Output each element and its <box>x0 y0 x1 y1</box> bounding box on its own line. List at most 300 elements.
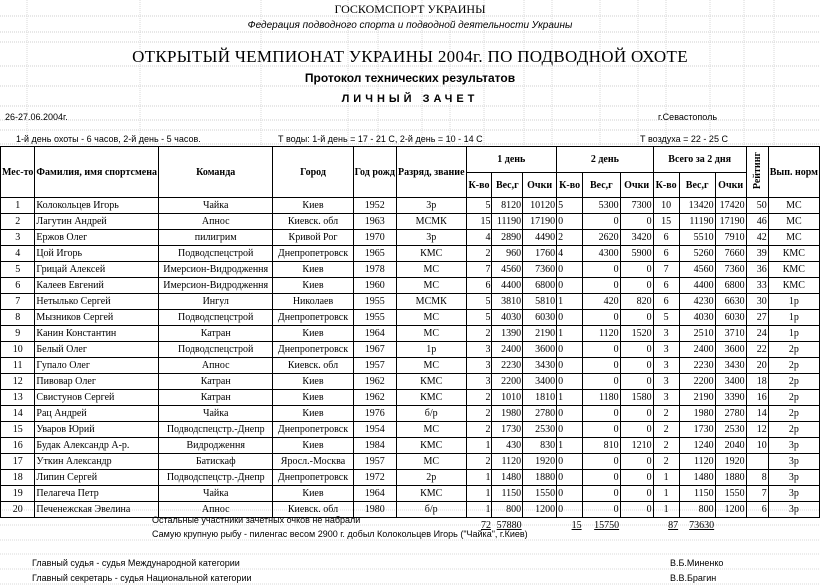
row-place: 13 <box>1 390 35 406</box>
row-rank: КМС <box>396 486 466 502</box>
row-rank: б/р <box>396 502 466 518</box>
row-day2-points: 0 <box>620 486 653 502</box>
row-name: Рац Андрей <box>35 406 159 422</box>
row-day1-count: 3 <box>466 374 492 390</box>
row-norm: 3р <box>768 502 819 518</box>
row-name: Пивовар Олег <box>35 374 159 390</box>
col-rank: Разряд, звание <box>396 147 466 198</box>
row-name: Мызников Сергей <box>35 310 159 326</box>
row-city: Днепропетровск <box>273 422 353 438</box>
row-total-weight: 2400 <box>679 342 715 358</box>
row-day2-points: 5900 <box>620 246 653 262</box>
row-rank: МС <box>396 454 466 470</box>
row-team: Подводспецстрой <box>158 310 272 326</box>
row-day1-weight: 4030 <box>492 310 523 326</box>
row-place: 6 <box>1 278 35 294</box>
row-total-count: 6 <box>653 246 679 262</box>
row-total-weight: 5260 <box>679 246 715 262</box>
row-city: Днепропетровск <box>273 310 353 326</box>
row-day1-weight: 8120 <box>492 198 523 214</box>
row-name: Нетылько Сергей <box>35 294 159 310</box>
row-day2-weight: 0 <box>583 486 621 502</box>
row-day1-count: 2 <box>466 326 492 342</box>
row-day2-points: 820 <box>620 294 653 310</box>
row-norm: 1р <box>768 294 819 310</box>
row-total-points: 2780 <box>715 406 746 422</box>
row-name: Грицай Алексей <box>35 262 159 278</box>
row-place: 15 <box>1 422 35 438</box>
row-total-count: 7 <box>653 262 679 278</box>
row-day2-count: 1 <box>557 326 583 342</box>
row-year: 1962 <box>353 390 396 406</box>
col-team: Команда <box>158 147 272 198</box>
row-day2-weight: 0 <box>583 310 621 326</box>
row-year: 1978 <box>353 262 396 278</box>
row-total-points: 1880 <box>715 470 746 486</box>
row-total-points: 1920 <box>715 454 746 470</box>
row-norm: КМС <box>768 278 819 294</box>
row-day2-count: 0 <box>557 358 583 374</box>
row-name: Белый Олег <box>35 342 159 358</box>
row-norm: 3р <box>768 486 819 502</box>
row-total-weight: 800 <box>679 502 715 518</box>
row-day1-points: 5810 <box>523 294 557 310</box>
table-row <box>1 198 820 214</box>
row-total-weight: 4030 <box>679 310 715 326</box>
row-city: Днепропетровск <box>273 246 353 262</box>
row-rating: 46 <box>746 214 768 230</box>
row-team: Катран <box>158 374 272 390</box>
row-team: Ингул <box>158 294 272 310</box>
row-year: 1957 <box>353 358 396 374</box>
row-norm: 2р <box>768 390 819 406</box>
row-city: Яросл.-Москва <box>273 454 353 470</box>
row-day2-count: 0 <box>557 454 583 470</box>
row-day2-count: 0 <box>557 278 583 294</box>
row-rating: 39 <box>746 246 768 262</box>
federation-title: Федерация подводного спорта и подводной деятельности Украины <box>247 20 573 31</box>
row-day1-weight: 2890 <box>492 230 523 246</box>
row-total-weight: 4560 <box>679 262 715 278</box>
row-rank: КМС <box>396 390 466 406</box>
page-subtitle: Протокол технических результатов <box>304 71 516 85</box>
row-day2-weight: 4300 <box>583 246 621 262</box>
row-day2-count: 0 <box>557 470 583 486</box>
row-city: Киев <box>273 198 353 214</box>
row-total-weight: 4230 <box>679 294 715 310</box>
row-rank: б/р <box>396 406 466 422</box>
col-city: Город <box>273 147 353 198</box>
row-city: Днепропетровск <box>273 470 353 486</box>
table-row <box>1 278 820 294</box>
col-day2-points: Очки <box>620 173 653 198</box>
row-day1-weight: 4560 <box>492 262 523 278</box>
row-day2-weight: 1120 <box>583 326 621 342</box>
col-day1: 1 день <box>466 147 557 173</box>
row-total-points: 6030 <box>715 310 746 326</box>
row-day2-weight: 0 <box>583 358 621 374</box>
row-norm: КМС <box>768 262 819 278</box>
row-total-count: 1 <box>653 470 679 486</box>
row-team: Апнос <box>158 358 272 374</box>
row-city: Киев <box>273 406 353 422</box>
row-name: Печенежская Эвелина <box>35 502 159 518</box>
row-rating: 14 <box>746 406 768 422</box>
row-rank: МС <box>396 358 466 374</box>
row-day1-weight: 1390 <box>492 326 523 342</box>
row-total-points: 2530 <box>715 422 746 438</box>
row-total-count: 15 <box>653 214 679 230</box>
row-total-points: 17420 <box>715 198 746 214</box>
row-day1-points: 3400 <box>523 374 557 390</box>
row-rating: 7 <box>746 486 768 502</box>
row-total-points: 1550 <box>715 486 746 502</box>
row-team: Имерсион-Видродження <box>158 278 272 294</box>
row-rating: 10 <box>746 438 768 454</box>
row-day1-points: 17190 <box>523 214 557 230</box>
row-total-points: 7360 <box>715 262 746 278</box>
row-norm: МС <box>768 214 819 230</box>
event-date: 26-27.06.2004г. <box>5 112 68 122</box>
row-place: 10 <box>1 342 35 358</box>
row-total-weight: 1150 <box>679 486 715 502</box>
chief-judge-role: Главный судья - судья Международной категории <box>32 558 240 568</box>
row-year: 1963 <box>353 214 396 230</box>
row-place: 18 <box>1 470 35 486</box>
row-name: Свистунов Сергей <box>35 390 159 406</box>
row-rank: КМС <box>396 438 466 454</box>
row-place: 17 <box>1 454 35 470</box>
row-day1-points: 3430 <box>523 358 557 374</box>
row-name: Гупало Олег <box>35 358 159 374</box>
row-day1-weight: 1120 <box>492 454 523 470</box>
row-norm: МС <box>768 230 819 246</box>
row-day2-weight: 1180 <box>583 390 621 406</box>
row-day2-weight: 0 <box>583 422 621 438</box>
row-total-count: 3 <box>653 358 679 374</box>
row-day1-weight: 1730 <box>492 422 523 438</box>
row-place: 1 <box>1 198 35 214</box>
row-rating: 27 <box>746 310 768 326</box>
row-day2-count: 1 <box>557 390 583 406</box>
row-day1-weight: 4400 <box>492 278 523 294</box>
row-year: 1976 <box>353 406 396 422</box>
row-total-points: 3600 <box>715 342 746 358</box>
row-total-weight: 2200 <box>679 374 715 390</box>
row-day2-count: 5 <box>557 198 583 214</box>
row-total-count: 6 <box>653 230 679 246</box>
row-day1-count: 2 <box>466 390 492 406</box>
note-others: Остальные участники зачетных очков не набрали <box>152 515 361 525</box>
row-rank: МСМК <box>396 294 466 310</box>
table-row <box>1 294 820 310</box>
row-day2-points: 0 <box>620 374 653 390</box>
total-day1-count: 72 <box>480 519 491 531</box>
row-rating: 12 <box>746 422 768 438</box>
row-day1-weight: 430 <box>492 438 523 454</box>
row-total-points: 3400 <box>715 374 746 390</box>
row-day1-points: 1810 <box>523 390 557 406</box>
row-total-points: 3710 <box>715 326 746 342</box>
row-day1-weight: 1480 <box>492 470 523 486</box>
col-total-count: К-во <box>653 173 679 198</box>
total-all-count: 87 <box>668 519 679 531</box>
row-name: Липин Сергей <box>35 470 159 486</box>
total-day1-weight: 57880 <box>496 519 522 531</box>
col-name: Фамилия, имя спортсмена <box>35 147 159 198</box>
row-day2-count: 0 <box>557 262 583 278</box>
table-row <box>1 454 820 470</box>
row-city: Киевск. обл <box>273 358 353 374</box>
row-total-count: 3 <box>653 342 679 358</box>
row-norm: 2р <box>768 406 819 422</box>
row-total-count: 3 <box>653 374 679 390</box>
row-total-count: 1 <box>653 502 679 518</box>
row-day1-count: 3 <box>466 358 492 374</box>
row-day2-points: 0 <box>620 502 653 518</box>
row-rank: МСМК <box>396 214 466 230</box>
row-day2-weight: 0 <box>583 342 621 358</box>
row-rating: 24 <box>746 326 768 342</box>
row-team: Батискаф <box>158 454 272 470</box>
row-place: 2 <box>1 214 35 230</box>
table-row <box>1 470 820 486</box>
col-rating: Рейтинг <box>746 147 768 198</box>
row-norm: 3р <box>768 438 819 454</box>
row-name: Лагутин Андрей <box>35 214 159 230</box>
row-city: Кривой Рог <box>273 230 353 246</box>
water-temperature: Т воды: 1-й день = 17 - 21 С, 2-й день = 10 - 14 С <box>278 134 483 144</box>
row-day2-points: 1210 <box>620 438 653 454</box>
row-day1-count: 15 <box>466 214 492 230</box>
col-day2-weight: Вес,г <box>583 173 621 198</box>
row-day2-points: 3420 <box>620 230 653 246</box>
row-day1-count: 2 <box>466 422 492 438</box>
row-day1-points: 6030 <box>523 310 557 326</box>
row-rating: 20 <box>746 358 768 374</box>
chief-secretary-name: В.В.Брагин <box>670 573 717 583</box>
row-rating: 42 <box>746 230 768 246</box>
hunt-duration: 1-й день охоты - 6 часов, 2-й день - 5 часов. <box>16 134 201 144</box>
row-day1-count: 1 <box>466 502 492 518</box>
row-total-count: 2 <box>653 454 679 470</box>
row-total-count: 6 <box>653 278 679 294</box>
col-day1-points: Очки <box>523 173 557 198</box>
col-place: Мес-то <box>1 147 35 198</box>
row-day1-points: 1880 <box>523 470 557 486</box>
row-rank: 3р <box>396 230 466 246</box>
col-day2: 2 день <box>557 147 654 173</box>
row-total-weight: 11190 <box>679 214 715 230</box>
row-total-count: 3 <box>653 326 679 342</box>
row-name: Канин Константин <box>35 326 159 342</box>
row-city: Киев <box>273 326 353 342</box>
row-rating <box>746 454 768 470</box>
row-day1-points: 1760 <box>523 246 557 262</box>
row-rating: 16 <box>746 390 768 406</box>
table-row <box>1 326 820 342</box>
row-total-points: 3390 <box>715 390 746 406</box>
table-row <box>1 214 820 230</box>
row-day1-points: 10120 <box>523 198 557 214</box>
row-day1-count: 1 <box>466 486 492 502</box>
row-rank: КМС <box>396 374 466 390</box>
row-year: 1980 <box>353 502 396 518</box>
row-day2-weight: 0 <box>583 262 621 278</box>
table-row <box>1 310 820 326</box>
note-biggest-fish: Самую крупную рыбу - пиленгас весом 2900 г. добыл Колокольцев Игорь ("Чайка", г.Киев) <box>152 529 528 539</box>
row-place: 7 <box>1 294 35 310</box>
row-day2-weight: 0 <box>583 454 621 470</box>
row-rating: 18 <box>746 374 768 390</box>
row-total-weight: 13420 <box>679 198 715 214</box>
row-total-count: 5 <box>653 310 679 326</box>
row-team: Подводспецстр.-Днепр <box>158 470 272 486</box>
row-day1-weight: 1980 <box>492 406 523 422</box>
row-year: 1965 <box>353 246 396 262</box>
row-team: Чайка <box>158 406 272 422</box>
row-city: Киев <box>273 278 353 294</box>
table-row <box>1 230 820 246</box>
row-total-points: 7660 <box>715 246 746 262</box>
row-rating: 30 <box>746 294 768 310</box>
row-city: Киев <box>273 390 353 406</box>
row-total-weight: 1240 <box>679 438 715 454</box>
row-day1-count: 4 <box>466 230 492 246</box>
row-rank: МС <box>396 310 466 326</box>
row-year: 1954 <box>353 422 396 438</box>
row-total-points: 7910 <box>715 230 746 246</box>
row-day2-count: 4 <box>557 246 583 262</box>
row-place: 20 <box>1 502 35 518</box>
row-team: Катран <box>158 326 272 342</box>
row-place: 12 <box>1 374 35 390</box>
row-team: Подводспецстрой <box>158 342 272 358</box>
row-day2-count: 0 <box>557 502 583 518</box>
total-day2-weight: 15750 <box>594 519 620 531</box>
row-total-weight: 4400 <box>679 278 715 294</box>
row-day1-points: 3600 <box>523 342 557 358</box>
row-day2-count: 0 <box>557 406 583 422</box>
col-total-points: Очки <box>715 173 746 198</box>
row-day1-points: 1200 <box>523 502 557 518</box>
chief-secretary-role: Главный секретарь - судья Национальной категории <box>32 573 252 583</box>
row-rank: 3р <box>396 198 466 214</box>
table-row <box>1 502 820 518</box>
row-year: 1964 <box>353 326 396 342</box>
row-day1-points: 2780 <box>523 406 557 422</box>
row-day2-count: 0 <box>557 422 583 438</box>
table-row <box>1 262 820 278</box>
row-rank: 1р <box>396 342 466 358</box>
row-day1-count: 5 <box>466 294 492 310</box>
row-rating: 6 <box>746 502 768 518</box>
row-place: 8 <box>1 310 35 326</box>
row-place: 16 <box>1 438 35 454</box>
row-day2-count: 0 <box>557 342 583 358</box>
row-rank: МС <box>396 262 466 278</box>
row-day2-points: 0 <box>620 454 653 470</box>
row-norm: 2р <box>768 374 819 390</box>
row-place: 14 <box>1 406 35 422</box>
row-name: Цой Игорь <box>35 246 159 262</box>
row-day2-weight: 420 <box>583 294 621 310</box>
row-day2-points: 1580 <box>620 390 653 406</box>
row-day1-count: 2 <box>466 246 492 262</box>
row-total-count: 1 <box>653 486 679 502</box>
row-name: Калеев Евгений <box>35 278 159 294</box>
row-name: Уткин Александр <box>35 454 159 470</box>
col-norm: Вып. норм <box>768 147 819 198</box>
row-team: Подводспецстр.-Днепр <box>158 422 272 438</box>
row-day1-points: 830 <box>523 438 557 454</box>
row-day1-count: 2 <box>466 454 492 470</box>
row-day1-points: 7360 <box>523 262 557 278</box>
row-year: 1960 <box>353 278 396 294</box>
row-norm: 3р <box>768 454 819 470</box>
row-day1-weight: 2200 <box>492 374 523 390</box>
row-day2-count: 0 <box>557 214 583 230</box>
row-day2-count: 0 <box>557 310 583 326</box>
row-day2-points: 0 <box>620 310 653 326</box>
row-year: 1964 <box>353 486 396 502</box>
results-table <box>0 146 820 533</box>
row-day1-weight: 960 <box>492 246 523 262</box>
row-place: 11 <box>1 358 35 374</box>
row-year: 1962 <box>353 374 396 390</box>
row-total-weight: 1480 <box>679 470 715 486</box>
row-total-points: 3430 <box>715 358 746 374</box>
section-title: ЛИЧНЫЙ ЗАЧЕТ <box>341 93 479 105</box>
row-rank: МС <box>396 326 466 342</box>
table-row <box>1 486 820 502</box>
row-year: 1967 <box>353 342 396 358</box>
row-day1-count: 2 <box>466 406 492 422</box>
row-day2-points: 1520 <box>620 326 653 342</box>
row-total-weight: 2510 <box>679 326 715 342</box>
row-norm: 1р <box>768 310 819 326</box>
chief-judge-name: В.Б.Миненко <box>670 558 724 568</box>
row-day1-points: 1550 <box>523 486 557 502</box>
row-name: Будак Александр А-р. <box>35 438 159 454</box>
row-day2-points: 0 <box>620 406 653 422</box>
row-total-weight: 1120 <box>679 454 715 470</box>
row-day2-weight: 0 <box>583 406 621 422</box>
row-year: 1957 <box>353 454 396 470</box>
row-day1-weight: 2400 <box>492 342 523 358</box>
row-day2-count: 0 <box>557 486 583 502</box>
page-title: ОТКРЫТЫЙ ЧЕМПИОНАТ УКРАИНЫ 2004г. ПО ПОДВОДНОЙ ОХОТЕ <box>132 47 688 66</box>
row-city: Киев <box>273 374 353 390</box>
row-day2-points: 0 <box>620 422 653 438</box>
row-name: Ержов Олег <box>35 230 159 246</box>
row-day1-count: 6 <box>466 278 492 294</box>
row-name: Уваров Юрий <box>35 422 159 438</box>
row-place: 3 <box>1 230 35 246</box>
results-body <box>1 198 820 518</box>
row-day1-points: 6800 <box>523 278 557 294</box>
row-total-weight: 1980 <box>679 406 715 422</box>
row-total-weight: 1730 <box>679 422 715 438</box>
row-day2-count: 1 <box>557 438 583 454</box>
row-year: 1955 <box>353 294 396 310</box>
row-rank: МС <box>396 278 466 294</box>
row-city: Днепропетровск <box>273 342 353 358</box>
row-total-count: 2 <box>653 422 679 438</box>
row-day2-weight: 0 <box>583 374 621 390</box>
row-city: Киевск. обл <box>273 502 353 518</box>
row-day2-count: 2 <box>557 230 583 246</box>
